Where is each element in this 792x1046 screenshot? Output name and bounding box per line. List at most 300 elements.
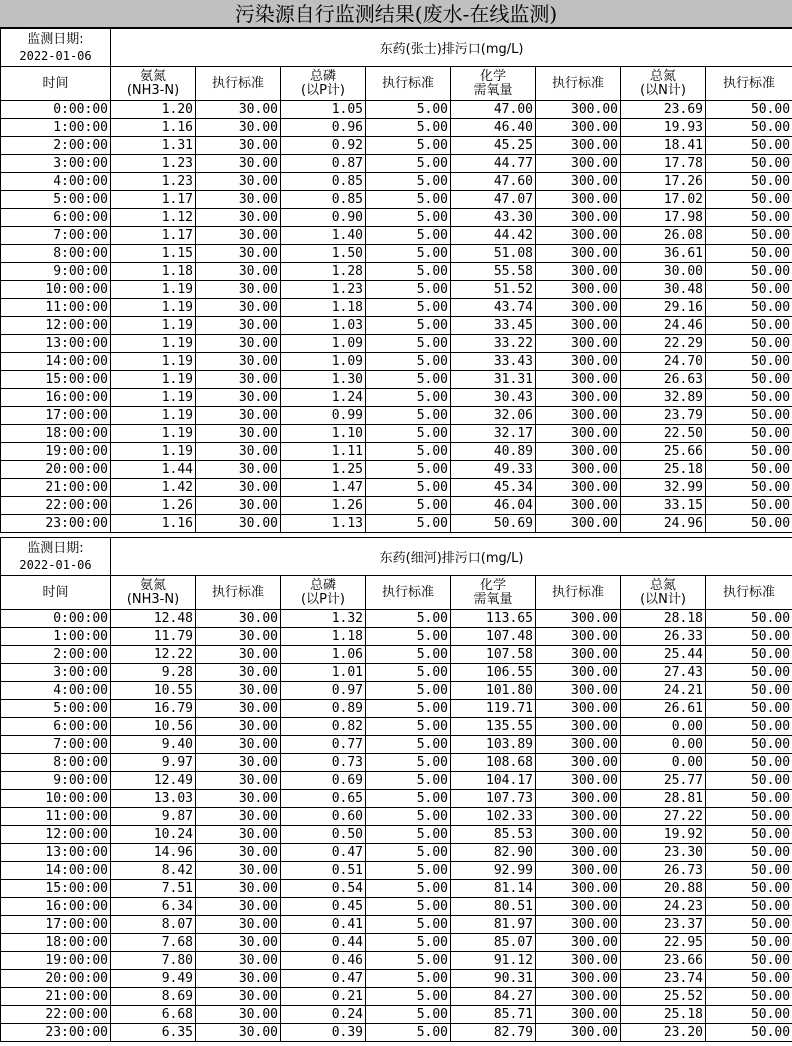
cod-cell: 33.43: [451, 353, 536, 371]
table-row: [1, 754, 792, 772]
tp-standard-cell: 5.00: [366, 862, 451, 880]
nh3-cell: 16.79: [111, 700, 196, 718]
time-cell: 8:00:00: [1, 754, 111, 772]
cod-standard-cell: 300.00: [536, 808, 621, 826]
cod-standard-cell: 300.00: [536, 137, 621, 155]
tp-cell: 0.85: [281, 173, 366, 191]
cod-cell: 51.08: [451, 245, 536, 263]
tp-standard-cell: 5.00: [366, 952, 451, 970]
tp-cell: 1.01: [281, 664, 366, 682]
tn-cell: 24.46: [621, 317, 706, 335]
monitoring-table-zhangshi: [0, 28, 792, 533]
time-cell: 12:00:00: [1, 317, 111, 335]
nh3-cell: 9.87: [111, 808, 196, 826]
table-row: [1, 808, 792, 826]
tp-standard-cell: 5.00: [366, 245, 451, 263]
table-row: [1, 119, 792, 137]
cod-cell: 106.55: [451, 664, 536, 682]
outlet-name: 东药(张士)排污口(mg/L): [111, 29, 792, 67]
cod-standard-cell: 300.00: [536, 443, 621, 461]
cod-standard-cell: 300.00: [536, 700, 621, 718]
cod-standard-cell: 300.00: [536, 191, 621, 209]
nh3-standard-cell: 30.00: [196, 1006, 281, 1024]
time-cell: 17:00:00: [1, 407, 111, 425]
tn-standard-cell: 50.00: [706, 682, 792, 700]
cod-standard-cell: 300.00: [536, 263, 621, 281]
nh3-cell: 1.26: [111, 497, 196, 515]
time-cell: 3:00:00: [1, 664, 111, 682]
tn-cell: 30.48: [621, 281, 706, 299]
nh3-cell: 9.49: [111, 970, 196, 988]
tn-cell: 28.18: [621, 610, 706, 628]
tn-standard-cell: 50.00: [706, 209, 792, 227]
tn-cell: 32.99: [621, 479, 706, 497]
tp-standard-cell: 5.00: [366, 1024, 451, 1042]
table-row: [1, 227, 792, 245]
nh3-cell: 13.03: [111, 790, 196, 808]
nh3-header-text: (NH3-N): [126, 591, 180, 607]
cod-cell: 46.04: [451, 497, 536, 515]
standard-header-text: 执行标准: [211, 75, 264, 91]
cod-standard-cell: 300.00: [536, 772, 621, 790]
table-row: [1, 389, 792, 407]
nh3-cell: 12.22: [111, 646, 196, 664]
table-row: [1, 299, 792, 317]
table-row: [1, 137, 792, 155]
tn-standard-cell: 50.00: [706, 790, 792, 808]
table-row: [1, 934, 792, 952]
cod-standard-cell: 300.00: [536, 988, 621, 1006]
table-row: [1, 880, 792, 898]
tn-standard-cell: 50.00: [706, 826, 792, 844]
tn-cell: 17.26: [621, 173, 706, 191]
tn-cell: 27.43: [621, 664, 706, 682]
tn-header-text: 总氮: [649, 577, 676, 593]
cod-standard-cell: 300.00: [536, 119, 621, 137]
cod-standard-cell: 300.00: [536, 970, 621, 988]
tn-cell: 17.78: [621, 155, 706, 173]
tn-cell: 24.70: [621, 353, 706, 371]
time-header-text: 时间: [42, 584, 69, 600]
tp-cell: 0.46: [281, 952, 366, 970]
tp-header-text: 总磷: [309, 577, 336, 593]
tn-cell: 25.52: [621, 988, 706, 1006]
tp-cell: 0.77: [281, 736, 366, 754]
cod-cell: 47.60: [451, 173, 536, 191]
nh3-standard-cell: 30.00: [196, 299, 281, 317]
tn-standard-cell: 50.00: [706, 808, 792, 826]
cod-cell: 85.71: [451, 1006, 536, 1024]
cod-standard-cell: 300.00: [536, 479, 621, 497]
tp-header-text: 总磷: [309, 68, 336, 84]
tp-cell: 0.99: [281, 407, 366, 425]
nh3-header-text: 氨氮: [139, 577, 166, 593]
cod-standard-cell: 300.00: [536, 736, 621, 754]
cod-cell: 45.34: [451, 479, 536, 497]
nh3-standard-cell: 30.00: [196, 808, 281, 826]
tp-cell: 1.09: [281, 335, 366, 353]
time-cell: 23:00:00: [1, 515, 111, 533]
tn-standard-cell: 50.00: [706, 425, 792, 443]
tn-cell: 17.98: [621, 209, 706, 227]
nh3-standard-cell: 30.00: [196, 916, 281, 934]
tp-cell: 0.21: [281, 988, 366, 1006]
cod-standard-cell: 300.00: [536, 227, 621, 245]
cod-standard-cell: 300.00: [536, 317, 621, 335]
tn-cell: 36.61: [621, 245, 706, 263]
tn-cell: 17.02: [621, 191, 706, 209]
time-cell: 16:00:00: [1, 389, 111, 407]
time-cell: 22:00:00: [1, 1006, 111, 1024]
tp-cell: 1.30: [281, 371, 366, 389]
nh3-cell: 1.18: [111, 263, 196, 281]
nh3-standard-cell: 30.00: [196, 682, 281, 700]
cod-cell: 85.53: [451, 826, 536, 844]
table-row: [1, 335, 792, 353]
monitoring-date-cell: [1, 29, 111, 67]
time-cell: 21:00:00: [1, 479, 111, 497]
nh3-cell: 1.19: [111, 371, 196, 389]
table-row: [1, 425, 792, 443]
cod-standard-cell: 300.00: [536, 754, 621, 772]
cod-cell: 43.30: [451, 209, 536, 227]
nh3-cell: 1.19: [111, 317, 196, 335]
cod-standard-cell: 300.00: [536, 646, 621, 664]
tp-standard-cell: 5.00: [366, 155, 451, 173]
cod-standard-cell: 300.00: [536, 497, 621, 515]
tn-standard-cell: 50.00: [706, 952, 792, 970]
table-row: [1, 1024, 792, 1042]
table-row: [1, 952, 792, 970]
table-row: [1, 101, 792, 119]
tn-cell: 27.22: [621, 808, 706, 826]
tn-standard-cell: 50.00: [706, 461, 792, 479]
time-cell: 10:00:00: [1, 281, 111, 299]
nh3-cell: 1.20: [111, 101, 196, 119]
tp-cell: 1.05: [281, 101, 366, 119]
tn-standard-cell: 50.00: [706, 245, 792, 263]
tn-cell: 26.63: [621, 371, 706, 389]
tn-cell: 23.74: [621, 970, 706, 988]
cod-standard-cell: 300.00: [536, 880, 621, 898]
tn-cell: 25.44: [621, 646, 706, 664]
time-cell: 0:00:00: [1, 101, 111, 119]
tn-standard-cell: 50.00: [706, 263, 792, 281]
tp-cell: 0.44: [281, 934, 366, 952]
tn-cell: 23.66: [621, 952, 706, 970]
tp-standard-cell: 5.00: [366, 101, 451, 119]
nh3-standard-cell: 30.00: [196, 970, 281, 988]
cod-standard-cell: 300.00: [536, 682, 621, 700]
tp-header-text: (以P计): [301, 591, 345, 607]
tn-standard-cell: 50.00: [706, 934, 792, 952]
tn-standard-cell: 50.00: [706, 497, 792, 515]
tn-cell: 20.88: [621, 880, 706, 898]
cod-cell: 55.58: [451, 263, 536, 281]
tn-cell: 24.21: [621, 682, 706, 700]
nh3-standard-cell: 30.00: [196, 790, 281, 808]
time-cell: 5:00:00: [1, 191, 111, 209]
table-row: [1, 263, 792, 281]
nh3-standard-cell: 30.00: [196, 664, 281, 682]
time-cell: 21:00:00: [1, 988, 111, 1006]
cod-standard-cell: 300.00: [536, 209, 621, 227]
cod-cell: 32.17: [451, 425, 536, 443]
tp-standard-cell: 5.00: [366, 515, 451, 533]
nh3-standard-cell: 30.00: [196, 952, 281, 970]
nh3-cell: 9.40: [111, 736, 196, 754]
tp-standard-cell: 5.00: [366, 173, 451, 191]
nh3-standard-cell: 30.00: [196, 898, 281, 916]
tp-standard-cell: 5.00: [366, 934, 451, 952]
standard-header-text: 执行标准: [723, 584, 776, 600]
time-cell: 15:00:00: [1, 880, 111, 898]
nh3-cell: 6.68: [111, 1006, 196, 1024]
tp-cell: 0.90: [281, 209, 366, 227]
table-row: [1, 718, 792, 736]
time-header: [1, 67, 111, 101]
tn-standard-cell: 50.00: [706, 754, 792, 772]
tp-cell: 0.47: [281, 844, 366, 862]
nh3-cell: 1.12: [111, 209, 196, 227]
nh3-cell: 1.19: [111, 299, 196, 317]
table-row: [1, 772, 792, 790]
cod-standard-cell: 300.00: [536, 299, 621, 317]
monitoring-table-xihe: [0, 537, 792, 1042]
time-cell: 16:00:00: [1, 898, 111, 916]
cod-standard-cell: 300.00: [536, 515, 621, 533]
nh3-standard-cell: 30.00: [196, 137, 281, 155]
nh3-standard-cell: 30.00: [196, 461, 281, 479]
tp-standard-cell: 5.00: [366, 898, 451, 916]
cod-standard-cell: 300.00: [536, 916, 621, 934]
time-cell: 1:00:00: [1, 119, 111, 137]
nh3-cell: 9.28: [111, 664, 196, 682]
standard-header-text: 执行标准: [381, 584, 434, 600]
time-cell: 17:00:00: [1, 916, 111, 934]
tp-cell: 0.60: [281, 808, 366, 826]
table-row: [1, 173, 792, 191]
tp-cell: 0.97: [281, 682, 366, 700]
time-cell: 19:00:00: [1, 952, 111, 970]
cod-standard-cell: 300.00: [536, 790, 621, 808]
tp-standard-cell: 5.00: [366, 754, 451, 772]
tp-cell: 1.25: [281, 461, 366, 479]
nh3-cell: 12.49: [111, 772, 196, 790]
tp-standard-cell: 5.00: [366, 736, 451, 754]
nh3-standard-cell: 30.00: [196, 119, 281, 137]
time-cell: 20:00:00: [1, 461, 111, 479]
cod-cell: 84.27: [451, 988, 536, 1006]
cod-cell: 102.33: [451, 808, 536, 826]
time-cell: 2:00:00: [1, 646, 111, 664]
cod-cell: 50.69: [451, 515, 536, 533]
cod-cell: 45.25: [451, 137, 536, 155]
tn-cell: 0.00: [621, 718, 706, 736]
tn-cell: 33.15: [621, 497, 706, 515]
table-row: [1, 628, 792, 646]
tp-cell: 0.41: [281, 916, 366, 934]
cod-cell: 49.33: [451, 461, 536, 479]
table-row: [1, 245, 792, 263]
tp-cell: 0.65: [281, 790, 366, 808]
time-cell: 7:00:00: [1, 227, 111, 245]
nh3-cell: 1.16: [111, 515, 196, 533]
nh3-standard-cell: 30.00: [196, 353, 281, 371]
nh3-standard-cell: 30.00: [196, 880, 281, 898]
tn-standard-cell: 50.00: [706, 281, 792, 299]
standard-header-text: 执行标准: [551, 584, 604, 600]
tp-standard-cell: 5.00: [366, 425, 451, 443]
cod-cell: 101.80: [451, 682, 536, 700]
time-cell: 18:00:00: [1, 934, 111, 952]
tn-standard-cell: 50.00: [706, 335, 792, 353]
tp-standard-cell: 5.00: [366, 808, 451, 826]
tp-cell: 1.40: [281, 227, 366, 245]
standard-header-text: 执行标准: [551, 75, 604, 91]
nh3-standard-cell: 30.00: [196, 718, 281, 736]
tp-standard-cell: 5.00: [366, 988, 451, 1006]
nh3-standard-cell: 30.00: [196, 191, 281, 209]
cod-cell: 81.14: [451, 880, 536, 898]
tn-standard-cell: 50.00: [706, 736, 792, 754]
monitoring-date-value: 2022-01-06: [19, 557, 92, 572]
cod-cell: 107.48: [451, 628, 536, 646]
tn-standard-cell: 50.00: [706, 772, 792, 790]
tn-standard-cell: 50.00: [706, 299, 792, 317]
cod-cell: 44.77: [451, 155, 536, 173]
nh3-cell: 1.31: [111, 137, 196, 155]
tn-cell: 22.95: [621, 934, 706, 952]
cod-cell: 90.31: [451, 970, 536, 988]
nh3-cell: 8.42: [111, 862, 196, 880]
table-row: [1, 281, 792, 299]
time-cell: 19:00:00: [1, 443, 111, 461]
table-row: [1, 353, 792, 371]
tn-standard-cell: 50.00: [706, 353, 792, 371]
tp-standard-cell: 5.00: [366, 371, 451, 389]
nh3-cell: 1.19: [111, 389, 196, 407]
tn-standard-cell: 50.00: [706, 1006, 792, 1024]
time-cell: 18:00:00: [1, 425, 111, 443]
cod-cell: 51.52: [451, 281, 536, 299]
cod-standard-cell: 300.00: [536, 155, 621, 173]
tn-cell: 23.20: [621, 1024, 706, 1042]
table-row: [1, 646, 792, 664]
nh3-standard-cell: 30.00: [196, 754, 281, 772]
monitoring-date-label: 监测日期:: [27, 540, 84, 556]
cod-cell: 47.07: [451, 191, 536, 209]
nh3-standard-cell: 30.00: [196, 227, 281, 245]
table-row: [1, 610, 792, 628]
table-row: [1, 736, 792, 754]
time-cell: 1:00:00: [1, 628, 111, 646]
standard-header-text: 执行标准: [211, 584, 264, 600]
nh3-cell: 7.68: [111, 934, 196, 952]
tn-standard-cell: 50.00: [706, 227, 792, 245]
tn-cell: 30.00: [621, 263, 706, 281]
time-cell: 23:00:00: [1, 1024, 111, 1042]
nh3-standard-cell: 30.00: [196, 209, 281, 227]
cod-cell: 108.68: [451, 754, 536, 772]
tp-header-text: (以P计): [301, 82, 345, 98]
tn-standard-cell: 50.00: [706, 119, 792, 137]
cod-cell: 80.51: [451, 898, 536, 916]
cod-cell: 30.43: [451, 389, 536, 407]
time-cell: 4:00:00: [1, 682, 111, 700]
cod-cell: 32.06: [451, 407, 536, 425]
tp-standard-cell: 5.00: [366, 209, 451, 227]
tp-standard-cell: 5.00: [366, 916, 451, 934]
tp-cell: 0.87: [281, 155, 366, 173]
tp-cell: 1.13: [281, 515, 366, 533]
table-row: [1, 443, 792, 461]
table-row: [1, 682, 792, 700]
nh3-cell: 1.19: [111, 281, 196, 299]
nh3-standard-cell: 30.00: [196, 317, 281, 335]
tp-cell: 1.11: [281, 443, 366, 461]
cod-cell: 85.07: [451, 934, 536, 952]
table-row: [1, 700, 792, 718]
time-cell: 2:00:00: [1, 137, 111, 155]
tn-standard-cell: 50.00: [706, 898, 792, 916]
cod-standard-cell: 300.00: [536, 281, 621, 299]
tn-cell: 26.08: [621, 227, 706, 245]
nh3-cell: 11.79: [111, 628, 196, 646]
tn-cell: 22.50: [621, 425, 706, 443]
table-row: [1, 497, 792, 515]
cod-standard-cell: 300.00: [536, 353, 621, 371]
cod-standard-cell: 300.00: [536, 628, 621, 646]
nh3-standard-cell: 30.00: [196, 515, 281, 533]
tn-header: [621, 67, 706, 101]
cod-cell: 43.74: [451, 299, 536, 317]
tn-standard-cell: 50.00: [706, 317, 792, 335]
tn-standard-cell: 50.00: [706, 718, 792, 736]
tp-standard-cell: 5.00: [366, 700, 451, 718]
tn-standard-cell: 50.00: [706, 137, 792, 155]
cod-cell: 82.79: [451, 1024, 536, 1042]
tp-cell: 0.39: [281, 1024, 366, 1042]
nh3-cell: 1.17: [111, 191, 196, 209]
tn-cell: 26.73: [621, 862, 706, 880]
tn-cell: 19.92: [621, 826, 706, 844]
nh3-header: [111, 576, 196, 610]
table-row: [1, 155, 792, 173]
nh3-standard-cell: 30.00: [196, 479, 281, 497]
table-row: [1, 826, 792, 844]
cod-standard-cell: 300.00: [536, 898, 621, 916]
tn-standard-cell: 50.00: [706, 610, 792, 628]
tp-standard-cell: 5.00: [366, 772, 451, 790]
report-title: 污染源自行监测结果(废水-在线监测): [0, 0, 792, 28]
cod-standard-cell: 300.00: [536, 718, 621, 736]
nh3-cell: 7.51: [111, 880, 196, 898]
tp-standard-cell: 5.00: [366, 443, 451, 461]
table-row: [1, 916, 792, 934]
monitoring-date-cell: [1, 538, 111, 576]
tn-standard-cell: 50.00: [706, 1024, 792, 1042]
nh3-cell: 8.07: [111, 916, 196, 934]
tp-standard-cell: 5.00: [366, 299, 451, 317]
tp-standard-cell: 5.00: [366, 628, 451, 646]
tn-standard-cell: 50.00: [706, 173, 792, 191]
nh3-cell: 1.23: [111, 155, 196, 173]
tp-header: [281, 67, 366, 101]
cod-header: [451, 576, 536, 610]
table-row: [1, 515, 792, 533]
tp-cell: 1.18: [281, 628, 366, 646]
